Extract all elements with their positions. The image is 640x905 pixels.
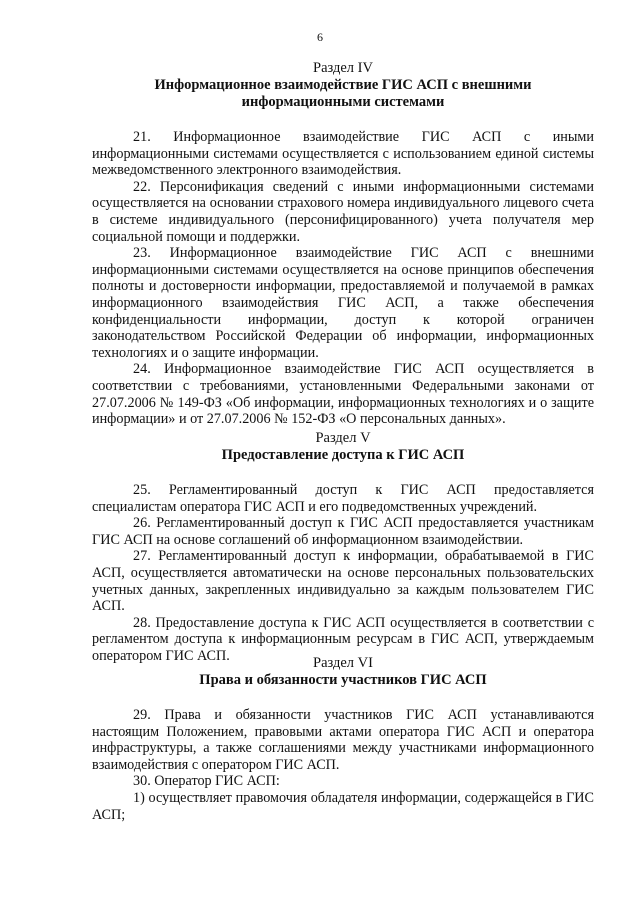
paragraph-29: 29. Права и обязанности участников ГИС АСП устанавливаются настоящим Положением, правовыми актами оператора ГИС АСП и оператора инфраструктуры, а также соглашениями между участниками информационного взаимодействия с оператором ГИС АСП. — [92, 707, 594, 773]
paragraph-26: 26. Регламентированный доступ к ГИС АСП предоставляется участникам ГИС АСП на основе соглашений об информационном взаимодействии. — [92, 515, 594, 548]
paragraph-21: 21. Информационное взаимодействие ГИС АСП с иными информационными системами осуществляется с использованием единой системы межведомственного электронного взаимодействия. — [92, 129, 594, 179]
page-number: 6 — [317, 30, 323, 44]
paragraph-27: 27. Регламентированный доступ к информации, обрабатываемой в ГИС АСП, осуществляется автоматически на основе персональных пользовательских учетных данных, закрепленных индивидуально за каждым пользователем ГИС АСП. — [92, 548, 594, 615]
paragraph-23: 23. Информационное взаимодействие ГИС АСП с внешними информационными системами осуществляется на основе принципов обеспечения полноты и достоверности информации, предоставляемой и получаемой в рамках информационного взаимодействия ГИС АСП, а также обеспечения конфиденциальности информации, доступ к которой ограничен законодательством Российской Федерации об информации, информационных технологиях и о защите информации. — [92, 245, 594, 361]
section-title: Права и обязанности участников ГИС АСП — [199, 672, 487, 688]
section-iv — [92, 60, 594, 428]
section-label: Раздел VI — [313, 655, 373, 671]
paragraph-22: 22. Персонификация сведений с иными информационными системами осуществляется на основании страхового номера индивидуального лицевого счета в системе индивидуального (персонифицированного) учета получателя мер социальной помощи и поддержки. — [92, 178, 594, 245]
paragraph-24: 24. Информационное взаимодействие ГИС АСП осуществляется в соответствии с требованиями, установленными Федеральными законами от 27.07.2006 № 149-ФЗ «Об информации, информационных технологиях и о защите информации» и от 27.07.2006 № 152-ФЗ «О персональных данных». — [92, 361, 594, 428]
paragraph-28: 28. Предоставление доступа к ГИС АСП осуществляется в соответствии с регламентом доступа к информационным ресурсам в ГИС АСП, утверждаемым оператором ГИС АСП. — [92, 614, 594, 664]
paragraph-30: 30. Оператор ГИС АСП: — [133, 773, 280, 790]
section-label: Раздел IV — [313, 60, 373, 76]
section-v — [92, 430, 594, 665]
section-title: Предоставление доступа к ГИС АСП — [221, 447, 465, 463]
section-title: Информационное взаимодействие ГИС АСП с внешними информационными системами — [154, 77, 532, 110]
paragraph-25: 25. Регламентированный доступ к ГИС АСП предоставляется специалистам оператора ГИС АСП и его подведомственных учреждений. — [92, 482, 594, 515]
section-vi — [92, 655, 594, 823]
subparagraph-1: 1) осуществляет правомочия обладателя информации, содержащейся в ГИС АСП; — [92, 789, 594, 823]
section-label: Раздел V — [315, 430, 371, 446]
